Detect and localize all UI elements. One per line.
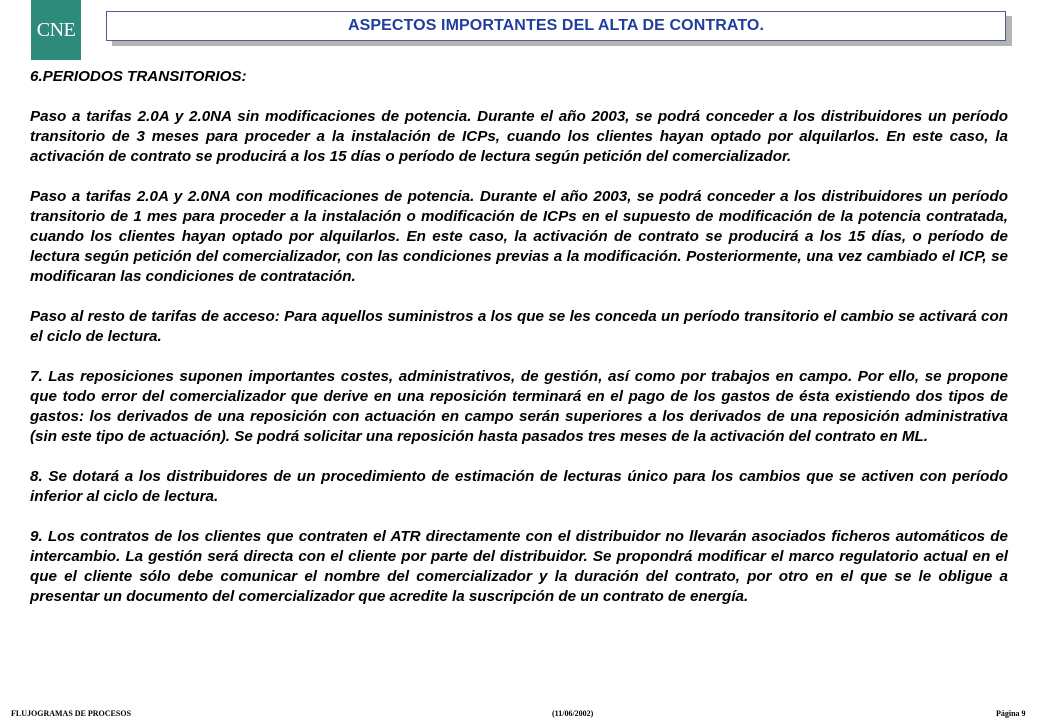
footer-page-number: Página 9 — [996, 709, 1026, 718]
paragraph: 7. Las reposiciones suponen importantes costes, administrativos, de gestión, así como por trabajos en campo. Por ello, se propone que todo error del comercializador que derive en una reposición terminará en el pago de los gastos de ésta existiendo dos tipos de gastos: los derivados de una reposición con actuación en campo serán superiores a los derivados de una reposición administrativa (sin este tipo de actuación). Se podrá solicitar una reposición hasta pasados tres meses de la activación del contrato en ML. — [30, 368, 1008, 445]
paragraph: 8. Se dotará a los distribuidores de un procedimiento de estimación de lecturas único para los cambios que se activen con período inferior al ciclo de lectura. — [30, 468, 1008, 505]
section-heading: 6.PERIODOS TRANSITORIOS: — [30, 68, 247, 85]
paragraph: Paso a tarifas 2.0A y 2.0NA con modificaciones de potencia. Durante el año 2003, se podrá conceder a los distribuidores un período transitorio de 1 mes para proceder a la instalación o modificación de ICPs en el supuesto de modificación de la potencia contratada, cuando los clientes hayan optado por alquilarlos. En este caso, la activación de contrato se producirá a los 15 días, o período de lectura según petición del comercializador, con las condiciones previas a la modificación. Posteriormente, una vez cambiado el ICP, se modificaran las condiciones de contratación. — [30, 188, 1008, 285]
logo-text: CNE — [36, 18, 76, 41]
paragraph: 9. Los contratos de los clientes que contraten el ATR directamente con el distribuidor no llevarán asociados ficheros automáticos de intercambio. La gestión será directa con el cliente por parte del distribuidor. Se propondrá modificar el marco regulatorio actual en el que el cliente sólo debe comunicar el nombre del comercializador y la duración del contrato, por otro en el que se le obligue a presentar un documento del comercializador que acredite la suscripción de un contrato de energía. — [30, 528, 1008, 605]
page-footer — [0, 709, 1040, 720]
document-body — [30, 67, 1008, 607]
paragraph: Paso a tarifas 2.0A y 2.0NA sin modificaciones de potencia. Durante el año 2003, se podrá conceder a los distribuidores un período transitorio de 3 meses para proceder a la instalación de ICPs, cuando los clientes hayan optado por alquilarlos. En este caso, la activación de contrato se producirá a los 15 días o período de lectura según petición del comercializador. — [30, 108, 1008, 165]
title-banner — [106, 11, 1006, 41]
paragraph: Paso al resto de tarifas de acceso: Para aquellos suministros a los que se les conceda un período transitorio el cambio se activará con el ciclo de lectura. — [30, 308, 1008, 345]
footer-doc-title: FLUJOGRAMAS DE PROCESOS — [11, 709, 132, 718]
cne-logo — [31, 0, 81, 60]
page-title: ASPECTOS IMPORTANTES DEL ALTA DE CONTRATO. — [347, 17, 765, 34]
footer-date: (11/06/2002) — [552, 709, 594, 718]
